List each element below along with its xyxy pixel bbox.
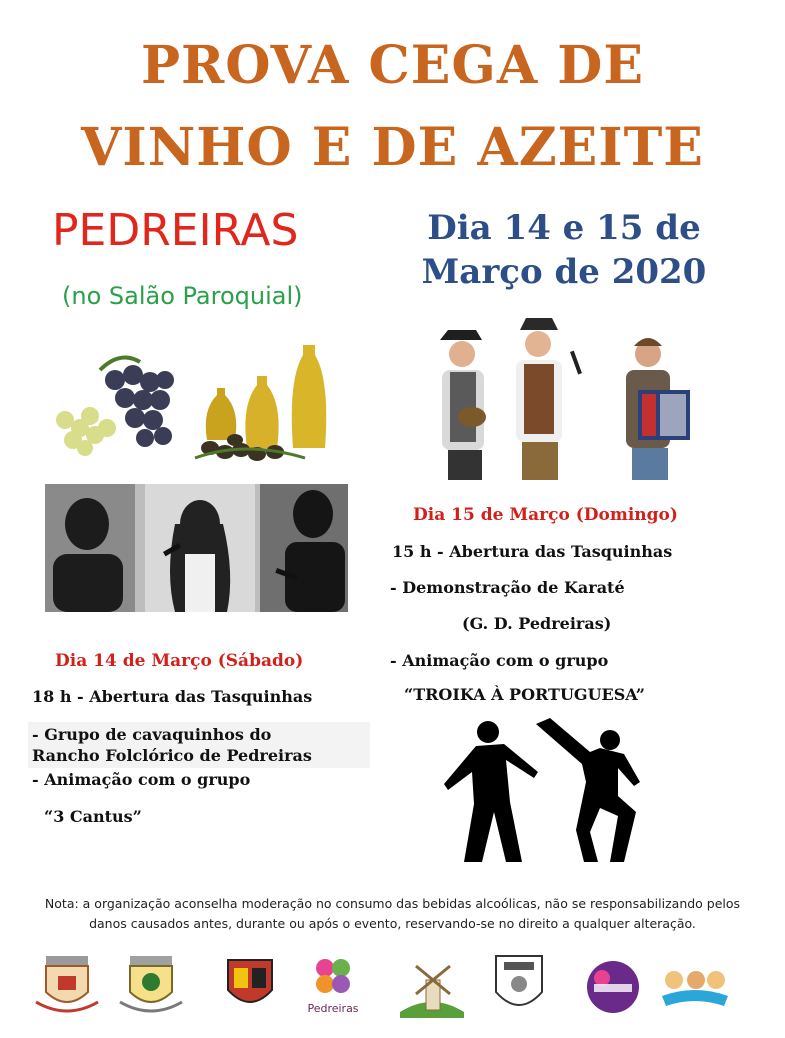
windmill-logo [396,962,468,1018]
day-14-line-4: - Animação com o grupo [32,770,251,789]
day-14-line-1: 18 h - Abertura das Tasquinhas [32,687,313,706]
sports-club-crest-logo [492,952,546,1018]
association-logo-text: Pedreiras [307,1002,359,1015]
day-15-line-2: - Demonstração de Karaté [390,578,625,597]
event-dates-line-1: Dia 14 e 15 de [427,208,701,248]
association-pedreiras-logo [298,956,368,1020]
poster-title-line-1: PROVA CEGA DE [140,35,645,96]
day-15-heading: Dia 15 de Março (Domingo) [413,505,678,525]
venue-text: (no Salão Paroquial) [62,282,303,310]
day-14-line-3: Rancho Folclórico de Pedreiras [32,746,312,765]
day-14-line-5: “3 Cantus” [44,807,142,826]
disclaimer-note-line-2: danos causados antes, durante ou após o evento, reservando-se no direito a qualquer alteração. [89,916,696,931]
singers-3-cantus-photo [45,484,348,612]
parish-coat-of-arms-logo [116,952,186,1018]
place-name: PEDREIRAS [52,205,299,256]
grapes-olive-oil-image [45,340,345,465]
day-14-line-2: - Grupo de cavaquinhos do [32,725,272,744]
day-15-line-3: (G. D. Pedreiras) [462,614,612,633]
day-14-heading: Dia 14 de Março (Sábado) [55,651,304,671]
karate-silhouette-image [440,712,662,864]
day-15-line-5: “TROIKA À PORTUGUESA” [404,685,645,704]
day-15-line-1: 15 h - Abertura das Tasquinhas [392,542,673,561]
band-troika-photo [420,312,720,482]
event-dates-line-2: Março de 2020 [421,252,707,292]
poster-title-line-2: VINHO E DE AZEITE [81,117,704,178]
children-kindergarten-logo [654,962,736,1018]
folk-group-logo [582,958,644,1016]
municipality-coat-of-arms-logo [32,952,102,1018]
day-15-line-4: - Animação com o grupo [390,651,609,670]
club-shield-logo [224,956,276,1016]
disclaimer-note-line-1: Nota: a organização aconselha moderação no consumo das bebidas alcoólicas, não se responsabilizando pelos [44,896,741,911]
